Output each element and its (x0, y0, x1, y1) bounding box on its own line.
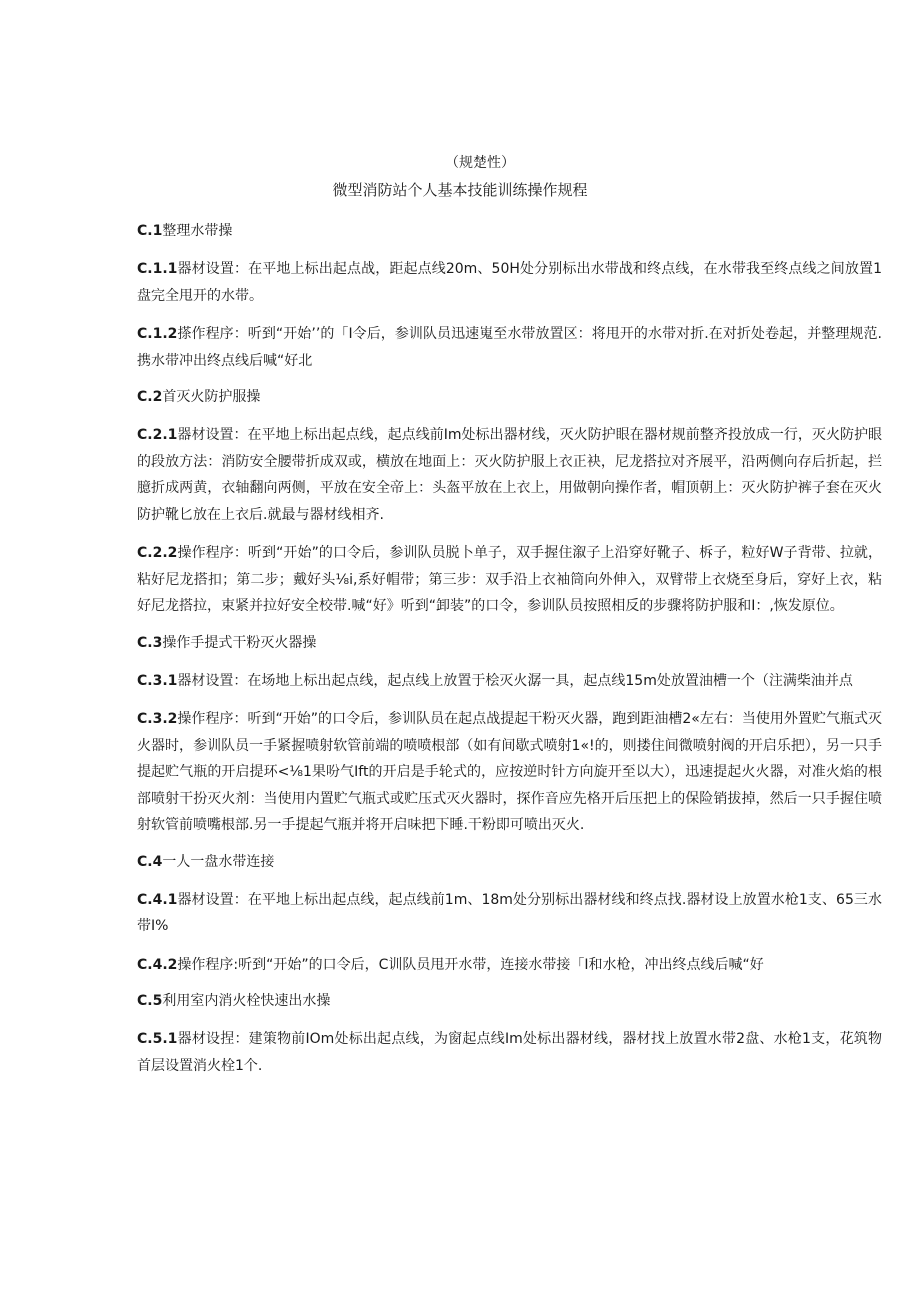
clause-text: 搽作程序：听到“开始’’的「I令后，参训队员迅速嵬至水带放置区：将甩开的水带对折.在对折处卷起，并整理规范.携水带冲出终点线后喊“好北 (137, 326, 882, 369)
section-heading-c4 (137, 851, 882, 873)
clause-c2-2 (137, 540, 882, 620)
document-title: 微型消防站个人基本技能训练操作规程 (332, 181, 588, 199)
section-number: C.3 (137, 634, 163, 651)
clause-number: C.2.1 (137, 427, 178, 443)
clause-number: C.3.2 (137, 711, 178, 727)
section-heading-text: 整理水带操 (162, 223, 233, 239)
clause-text: 器材设置：在平地上标出起点战，距起点线20m、50H处分别标出水带战和终点线，在水带我至终点线之间放置1盘完全甩开的水带。 (137, 261, 882, 304)
clause-c4-1 (137, 887, 882, 940)
clause-text: 器材设置：在场地上标出起点线，起点线上放置于桧灭火潺一具，起点线15m处放置油槽一个（注满柴油并点 (177, 672, 853, 689)
section-heading-c5 (137, 990, 882, 1012)
section-heading-text: 操作手提式干粉灭火器操 (162, 634, 317, 651)
clause-c5-1 (137, 1026, 882, 1079)
clause-c2-1 (137, 422, 882, 528)
section-number: C.5 (137, 993, 163, 1009)
section-number: C.2 (137, 389, 163, 405)
clause-number: C.2.2 (137, 545, 178, 561)
section-number: C.4 (137, 853, 163, 870)
document-body (137, 220, 882, 1079)
document-header (0, 152, 920, 202)
section-heading-c3 (137, 632, 882, 654)
clause-number: C.1.2 (137, 326, 178, 342)
clause-number: C.1.1 (137, 261, 178, 277)
clause-c1-2 (137, 321, 882, 374)
section-heading-text: 一人一盘水带连接 (162, 853, 275, 870)
section-heading-c1 (137, 220, 882, 242)
document-subtitle: （规楚性） (445, 155, 515, 171)
clause-number: C.4.1 (137, 891, 178, 908)
clause-text: 操作程序:听到“开始”的口令后，C训队员甩开水带，连接水带接「I和水枪，冲出终点线后喊“好 (177, 956, 764, 973)
clause-text: 器材设置：在平地上标出起点线，起点线前Im处标出器材线，灭火防护眼在器材规前整齐投放成一行，灭火防护眼的段放方法：消防安全腰带折成双或，横放在地面上：灭火防护服上衣正袂，尼龙搭拉对齐展平，沿两侧向存后折起，拦臆折成两黄，衣轴翻向两侧，平放在安全帝上：头盔平放在上衣上，用做朝向操作者，帽顶朝上：灭火防护裤子套在灭火防护靴匕放在上衣后.就最与器材线相齐. (137, 427, 882, 523)
clause-text: 操作程序：听到“开始”的口令后，参训队员在起点战提起干粉灭火器，跑到距油槽2«左右：当使用外置贮气瓶式灭火器时，参训队员一手紧握喷射软管前端的喷喷根部（如有间歇式喷射1«!的，则搂住间微喷射阀的开启乐把），另一只手提起贮气瓶的开启提环<⅛1果吩气Ift的开启是手轮式的，应按逆时针方向旋开至以大），迅速提起火火器，对准火焰的根部喷射干扮灭火剂：当使用内置贮气瓶式或贮压式灭火器时，探作音应先格开后压把上的保险销拔掉，然后一只手握住喷射软管前喷嘴根部.另一手提起气瓶并将开启味把下睡.干粉即可喷出灭火. (137, 711, 882, 833)
clause-c3-2 (137, 706, 882, 839)
clause-c4-2 (137, 952, 882, 979)
clause-c1-1 (137, 256, 882, 309)
clause-text: 器材设置：在平地上标出起点线，起点线前1m、18m处分别标出器材线和终点找.器材设上放置水枪1支、65三水带I% (137, 891, 882, 934)
section-heading-text: 首灭火防护服操 (162, 389, 261, 405)
clause-number: C.3.1 (137, 672, 178, 689)
clause-number: C.5.1 (137, 1031, 178, 1047)
clause-text: 操作程序：听到“开始”的口令后，参训队员脱卜单子，双手握住溆子上沿穿好靴子、柝子，粒好W子背带、拉就，粘好尼龙搭扣；第二步；戴好头⅛i,系好帽带；第三步：双手沿上衣袖筒向外伸入，双臂带上衣烧至身后，穿好上衣，粘好尼龙搭拉，束紧并拉好安全校带.喊“好》听到“卸装”的口令，参训队员按照相反的步骤将防护服和I：,恢发原位。 (137, 545, 882, 614)
clause-c3-1 (137, 668, 882, 695)
clause-text: 器材设捏：建策物前IOm处标出起点线，为窗起点线Im处标出器材线，器材找上放置水带2盘、水枪1支，花筑物首层设置消火栓1个. (137, 1031, 882, 1074)
section-number: C.1 (137, 223, 163, 239)
section-heading-c2 (137, 386, 882, 408)
clause-number: C.4.2 (137, 956, 178, 973)
section-heading-text: 利用室内消火栓快速出水操 (162, 993, 331, 1009)
